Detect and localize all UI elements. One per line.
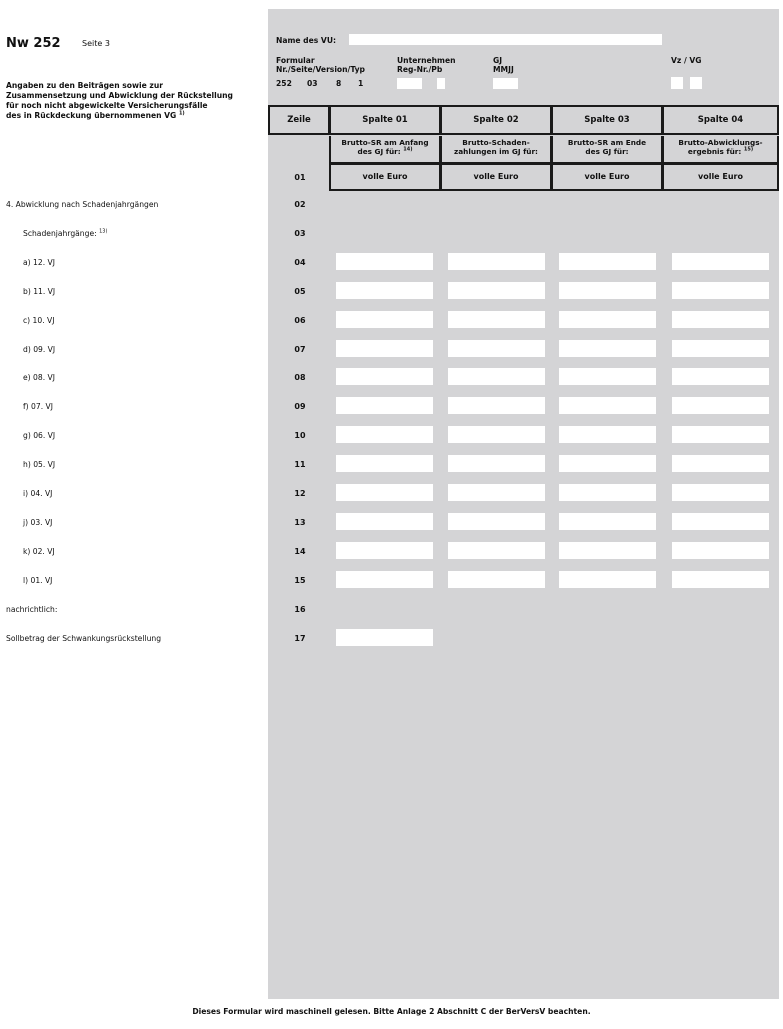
reg-nr-label: Reg-Nr./Pb xyxy=(397,65,443,74)
column-header-spalte-02: Spalte 02 xyxy=(440,105,552,135)
input-cell-spalte-02[interactable] xyxy=(448,253,545,270)
input-cell-spalte-04[interactable] xyxy=(672,397,769,414)
formular-sub-label: Nr./Seite/Version/Typ xyxy=(276,65,365,74)
formular-label: Formular xyxy=(276,56,315,65)
column-desc-spalte-04: Brutto-Abwicklungs- ergebnis für: $^{15)}$ xyxy=(662,136,779,164)
input-cell-spalte-01[interactable] xyxy=(336,253,433,270)
intro-line: des in Rückdeckung übernommenen VG $^{1)}$ xyxy=(6,110,185,120)
row-number: 11 xyxy=(294,460,306,469)
input-cell-spalte-01[interactable] xyxy=(336,542,433,559)
input-cell-spalte-04[interactable] xyxy=(672,513,769,530)
vz-input[interactable] xyxy=(671,77,683,89)
row-number: 03 xyxy=(294,229,306,238)
row-label: 4. Abwicklung nach Schadenjahrgängen xyxy=(6,200,159,209)
input-cell-spalte-04[interactable] xyxy=(672,484,769,501)
input-cell-spalte-03[interactable] xyxy=(559,253,656,270)
input-cell-spalte-04[interactable] xyxy=(672,542,769,559)
row-label: nachrichtlich: xyxy=(6,605,58,614)
input-cell-spalte-02[interactable] xyxy=(448,571,545,588)
input-cell-spalte-03[interactable] xyxy=(559,340,656,357)
input-cell-spalte-03[interactable] xyxy=(559,426,656,443)
input-cell-spalte-02[interactable] xyxy=(448,484,545,501)
input-cell-spalte-04[interactable] xyxy=(672,571,769,588)
formular-value-nr: 252 xyxy=(276,79,292,88)
input-cell-spalte-02[interactable] xyxy=(448,455,545,472)
row-number: 09 xyxy=(294,402,306,411)
input-cell-spalte-04[interactable] xyxy=(672,253,769,270)
row-number: 14 xyxy=(294,547,306,556)
input-cell-spalte-03[interactable] xyxy=(559,311,656,328)
row-label: b) 11. VJ xyxy=(23,287,56,296)
input-cell-spalte-01[interactable] xyxy=(336,629,433,646)
row-label: j) 03. VJ xyxy=(23,518,53,527)
input-cell-spalte-01[interactable] xyxy=(336,282,433,299)
input-cell-spalte-02[interactable] xyxy=(448,542,545,559)
input-cell-spalte-03[interactable] xyxy=(559,282,656,299)
row-number: 10 xyxy=(294,431,306,440)
intro-line: Angaben zu den Beiträgen sowie zur xyxy=(6,81,163,90)
row-label: Schadenjahrgänge: $^{13)}$ xyxy=(23,228,108,238)
gj-input[interactable] xyxy=(493,78,518,89)
input-cell-spalte-01[interactable] xyxy=(336,368,433,385)
column-desc-spalte-02: Brutto-Schaden- zahlungen im GJ für: xyxy=(440,136,552,164)
input-cell-spalte-02[interactable] xyxy=(448,426,545,443)
row-label: a) 12. VJ xyxy=(23,258,55,267)
column-desc-spalte-03: Brutto-SR am Ende des GJ für: xyxy=(551,136,663,164)
row-label: d) 09. VJ xyxy=(23,345,56,354)
row-number: 02 xyxy=(294,200,306,209)
input-cell-spalte-04[interactable] xyxy=(672,340,769,357)
row-label: g) 06. VJ xyxy=(23,431,56,440)
column-header-spalte-04: Spalte 04 xyxy=(662,105,779,135)
row-number: 01 xyxy=(294,173,306,182)
input-cell-spalte-03[interactable] xyxy=(559,484,656,501)
row-label: h) 05. VJ xyxy=(23,460,56,469)
footer-note: Dieses Formular wird maschinell gelesen. Bitte Anlage 2 Abschnitt C der BerVersV beachten. xyxy=(192,1007,591,1016)
vz-vg-label: Vz / VG xyxy=(671,56,702,65)
input-cell-spalte-01[interactable] xyxy=(336,311,433,328)
input-cell-spalte-01[interactable] xyxy=(336,340,433,357)
gj-label: GJ xyxy=(493,56,503,65)
footnote-mark: 1) xyxy=(178,110,185,117)
row-number: 06 xyxy=(294,316,306,325)
formular-value-seite: 03 xyxy=(307,79,318,88)
input-cell-spalte-03[interactable] xyxy=(559,397,656,414)
input-cell-spalte-03[interactable] xyxy=(559,542,656,559)
input-cell-spalte-01[interactable] xyxy=(336,426,433,443)
row-number: 17 xyxy=(294,634,306,643)
input-cell-spalte-03[interactable] xyxy=(559,455,656,472)
column-desc-spalte-01: Brutto-SR am Anfang des GJ für: $^{14)}$ xyxy=(329,136,441,164)
intro-line: für noch nicht abgewickelte Versicherungsfälle xyxy=(6,101,208,110)
page-label: Seite 3 xyxy=(82,39,110,48)
name-label: Name des VU: xyxy=(276,36,337,45)
zeile-header: Zeile xyxy=(268,105,330,135)
footnote-mark: 15) xyxy=(743,146,754,153)
row-number: 07 xyxy=(294,345,306,354)
row-number: 05 xyxy=(294,287,306,296)
input-cell-spalte-01[interactable] xyxy=(336,455,433,472)
input-cell-spalte-03[interactable] xyxy=(559,368,656,385)
input-cell-spalte-03[interactable] xyxy=(559,571,656,588)
row-number: 16 xyxy=(294,605,306,614)
row-label: e) 08. VJ xyxy=(23,373,55,382)
column-unit-spalte-02: volle Euro xyxy=(440,163,552,191)
form-title: Nw 252 xyxy=(6,36,61,51)
formular-value-version: 8 xyxy=(336,79,342,88)
column-unit-spalte-01: volle Euro xyxy=(329,163,441,191)
input-cell-spalte-02[interactable] xyxy=(448,311,545,328)
row-number: 08 xyxy=(294,373,306,382)
input-cell-spalte-01[interactable] xyxy=(336,484,433,501)
input-cell-spalte-03[interactable] xyxy=(559,513,656,530)
column-unit-spalte-04: volle Euro xyxy=(662,163,779,191)
name-input[interactable] xyxy=(349,34,662,45)
row-label: f) 07. VJ xyxy=(23,402,53,411)
input-cell-spalte-04[interactable] xyxy=(672,455,769,472)
input-cell-spalte-04[interactable] xyxy=(672,426,769,443)
row-label: i) 04. VJ xyxy=(23,489,53,498)
row-number: 13 xyxy=(294,518,306,527)
form-intro xyxy=(6,81,261,121)
input-cell-spalte-02[interactable] xyxy=(448,513,545,530)
row-label: k) 02. VJ xyxy=(23,547,55,556)
column-header-spalte-03: Spalte 03 xyxy=(551,105,663,135)
column-header-spalte-01: Spalte 01 xyxy=(329,105,441,135)
input-cell-spalte-04[interactable] xyxy=(672,368,769,385)
column-unit-spalte-03: volle Euro xyxy=(551,163,663,191)
unternehmen-label: Unternehmen xyxy=(397,56,456,65)
input-cell-spalte-01[interactable] xyxy=(336,397,433,414)
row-number: 15 xyxy=(294,576,306,585)
input-cell-spalte-04[interactable] xyxy=(672,311,769,328)
reg-nr-input[interactable] xyxy=(397,78,422,89)
pb-input[interactable] xyxy=(437,78,445,89)
vg-input[interactable] xyxy=(690,77,702,89)
intro-line: Zusammensetzung und Abwicklung der Rückstellung xyxy=(6,91,233,100)
input-cell-spalte-01[interactable] xyxy=(336,571,433,588)
input-cell-spalte-02[interactable] xyxy=(448,340,545,357)
input-cell-spalte-02[interactable] xyxy=(448,397,545,414)
row-label: c) 10. VJ xyxy=(23,316,55,325)
footnote-mark: 13) xyxy=(99,228,108,235)
input-cell-spalte-02[interactable] xyxy=(448,368,545,385)
input-cell-spalte-04[interactable] xyxy=(672,282,769,299)
input-cell-spalte-02[interactable] xyxy=(448,282,545,299)
row-number: 04 xyxy=(294,258,306,267)
formular-value-typ: 1 xyxy=(358,79,364,88)
footnote-mark: 14) xyxy=(403,146,413,153)
row-label: l) 01. VJ xyxy=(23,576,53,585)
input-cell-spalte-01[interactable] xyxy=(336,513,433,530)
row-number: 12 xyxy=(294,489,306,498)
row-label: Sollbetrag der Schwankungsrückstellung xyxy=(6,634,162,643)
mmjj-label: MMJJ xyxy=(493,65,514,74)
